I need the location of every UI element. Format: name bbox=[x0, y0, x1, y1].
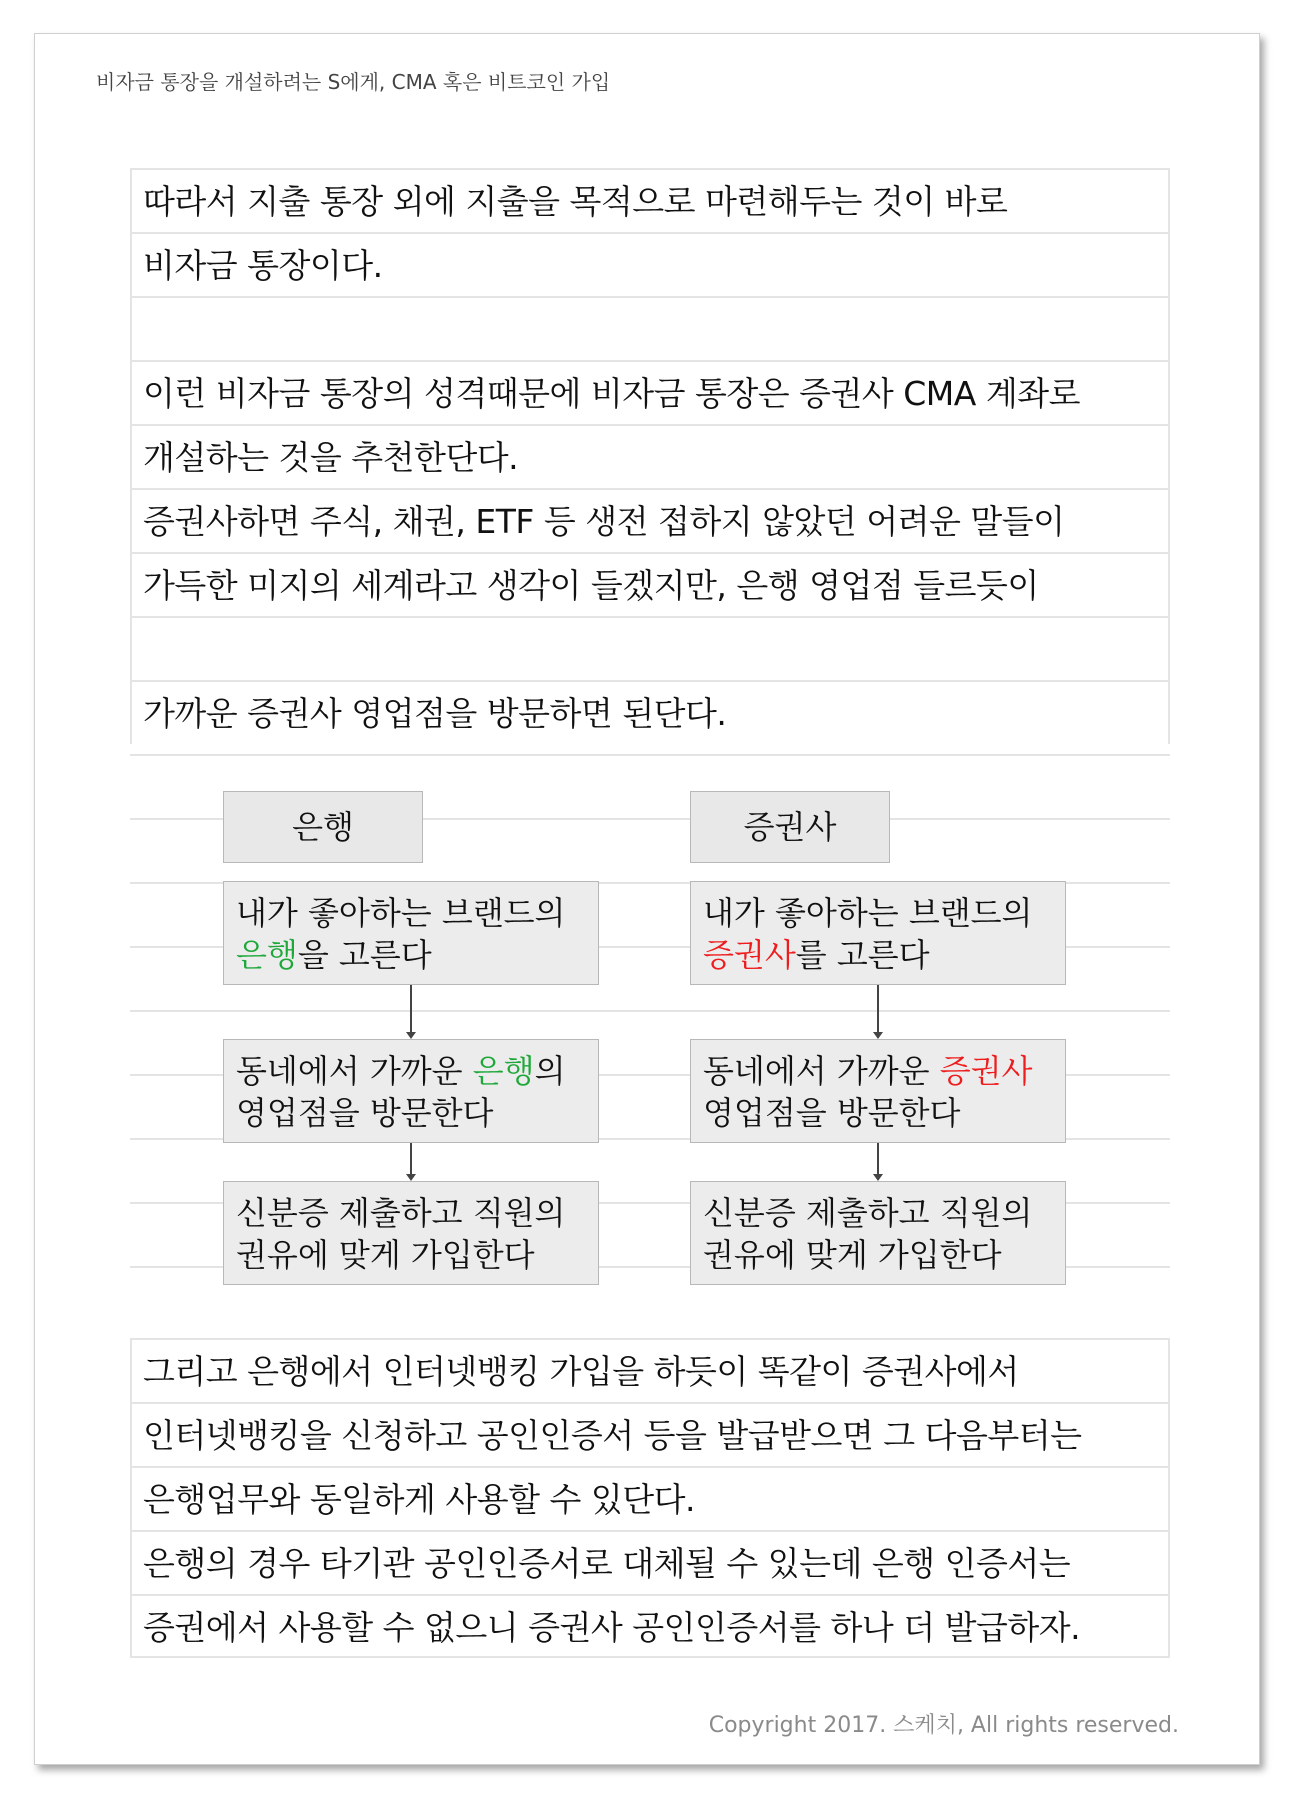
bank-step-1-text: 내가 좋아하는 브랜드의 bbox=[236, 894, 566, 932]
document-header: 비자금 통장을 개설하려는 S에게, CMA 혹은 비트코인 가입 bbox=[96, 70, 611, 94]
bank-highlight: 은행 bbox=[472, 1052, 535, 1090]
text-line: 증권사하면 주식, 채권, ETF 등 생전 접하지 않았던 어려운 말들이 bbox=[130, 488, 1170, 552]
securities-step-2 bbox=[690, 1039, 1066, 1143]
comparison-diagram bbox=[130, 757, 1174, 1337]
text-line: 은행의 경우 타기관 공인인증서로 대체될 수 있는데 은행 인증서는 bbox=[130, 1530, 1170, 1594]
bank-step-2-line2: 영업점을 방문한다 bbox=[236, 1094, 494, 1132]
bank-step-3-text: 신분증 제출하고 직원의 bbox=[236, 1194, 566, 1232]
copyright-notice: Copyright 2017. 스케치, All rights reserved. bbox=[708, 1713, 1179, 1738]
text-line: 비자금 통장이다. bbox=[130, 232, 1170, 296]
bank-step-3-line2: 권유에 맞게 가입한다 bbox=[236, 1236, 535, 1274]
securities-step-1-text: 내가 좋아하는 브랜드의 bbox=[703, 894, 1033, 932]
securities-step-1-suffix: 를 고른다 bbox=[795, 936, 930, 974]
bank-step-2-text: 동네에서 가까운 bbox=[236, 1052, 473, 1090]
text-line: 인터넷뱅킹을 신청하고 공인인증서 등을 발급받으면 그 다음부터는 bbox=[130, 1402, 1170, 1466]
arrow-down-icon bbox=[410, 1143, 412, 1175]
securities-highlight: 증권사 bbox=[939, 1052, 1033, 1090]
text-line: 따라서 지출 통장 외에 지출을 목적으로 마련해두는 것이 바로 bbox=[130, 168, 1170, 232]
rule-line bbox=[130, 754, 1170, 756]
bank-step-2-suffix: 의 bbox=[534, 1052, 566, 1090]
bank-step-2 bbox=[223, 1039, 599, 1143]
blank-line bbox=[130, 616, 1170, 680]
bank-highlight: 은행 bbox=[236, 936, 298, 974]
securities-highlight: 증권사 bbox=[703, 936, 796, 974]
text-line: 증권에서 사용할 수 없으니 증권사 공인인증서를 하나 더 발급하자. bbox=[130, 1594, 1170, 1658]
blank-line bbox=[130, 296, 1170, 360]
securities-step-3-line2: 권유에 맞게 가입한다 bbox=[703, 1236, 1002, 1274]
securities-step-2-text: 동네에서 가까운 bbox=[703, 1052, 940, 1090]
text-line: 개설하는 것을 추천한단다. bbox=[130, 424, 1170, 488]
text-line: 그리고 은행에서 인터넷뱅킹 가입을 하듯이 똑같이 증권사에서 bbox=[130, 1338, 1170, 1402]
securities-step-2-line2: 영업점을 방문한다 bbox=[703, 1094, 961, 1132]
securities-step-1 bbox=[690, 881, 1066, 985]
text-line: 가까운 증권사 영업점을 방문하면 된단다. bbox=[130, 680, 1170, 744]
securities-header: 증권사 bbox=[690, 791, 890, 863]
text-line: 이런 비자금 통장의 성격때문에 비자금 통장은 증권사 CMA 계좌로 bbox=[130, 360, 1170, 424]
bank-step-1-suffix: 을 고른다 bbox=[297, 936, 432, 974]
bank-header: 은행 bbox=[223, 791, 423, 863]
bank-step-3 bbox=[223, 1181, 599, 1285]
securities-step-3-text: 신분증 제출하고 직원의 bbox=[703, 1194, 1033, 1232]
bank-step-1 bbox=[223, 881, 599, 985]
text-line: 가득한 미지의 세계라고 생각이 들겠지만, 은행 영업점 들르듯이 bbox=[130, 552, 1170, 616]
arrow-down-icon bbox=[877, 985, 879, 1033]
arrow-down-icon bbox=[877, 1143, 879, 1175]
text-line: 은행업무와 동일하게 사용할 수 있단다. bbox=[130, 1466, 1170, 1530]
arrow-down-icon bbox=[410, 985, 412, 1033]
securities-step-3 bbox=[690, 1181, 1066, 1285]
